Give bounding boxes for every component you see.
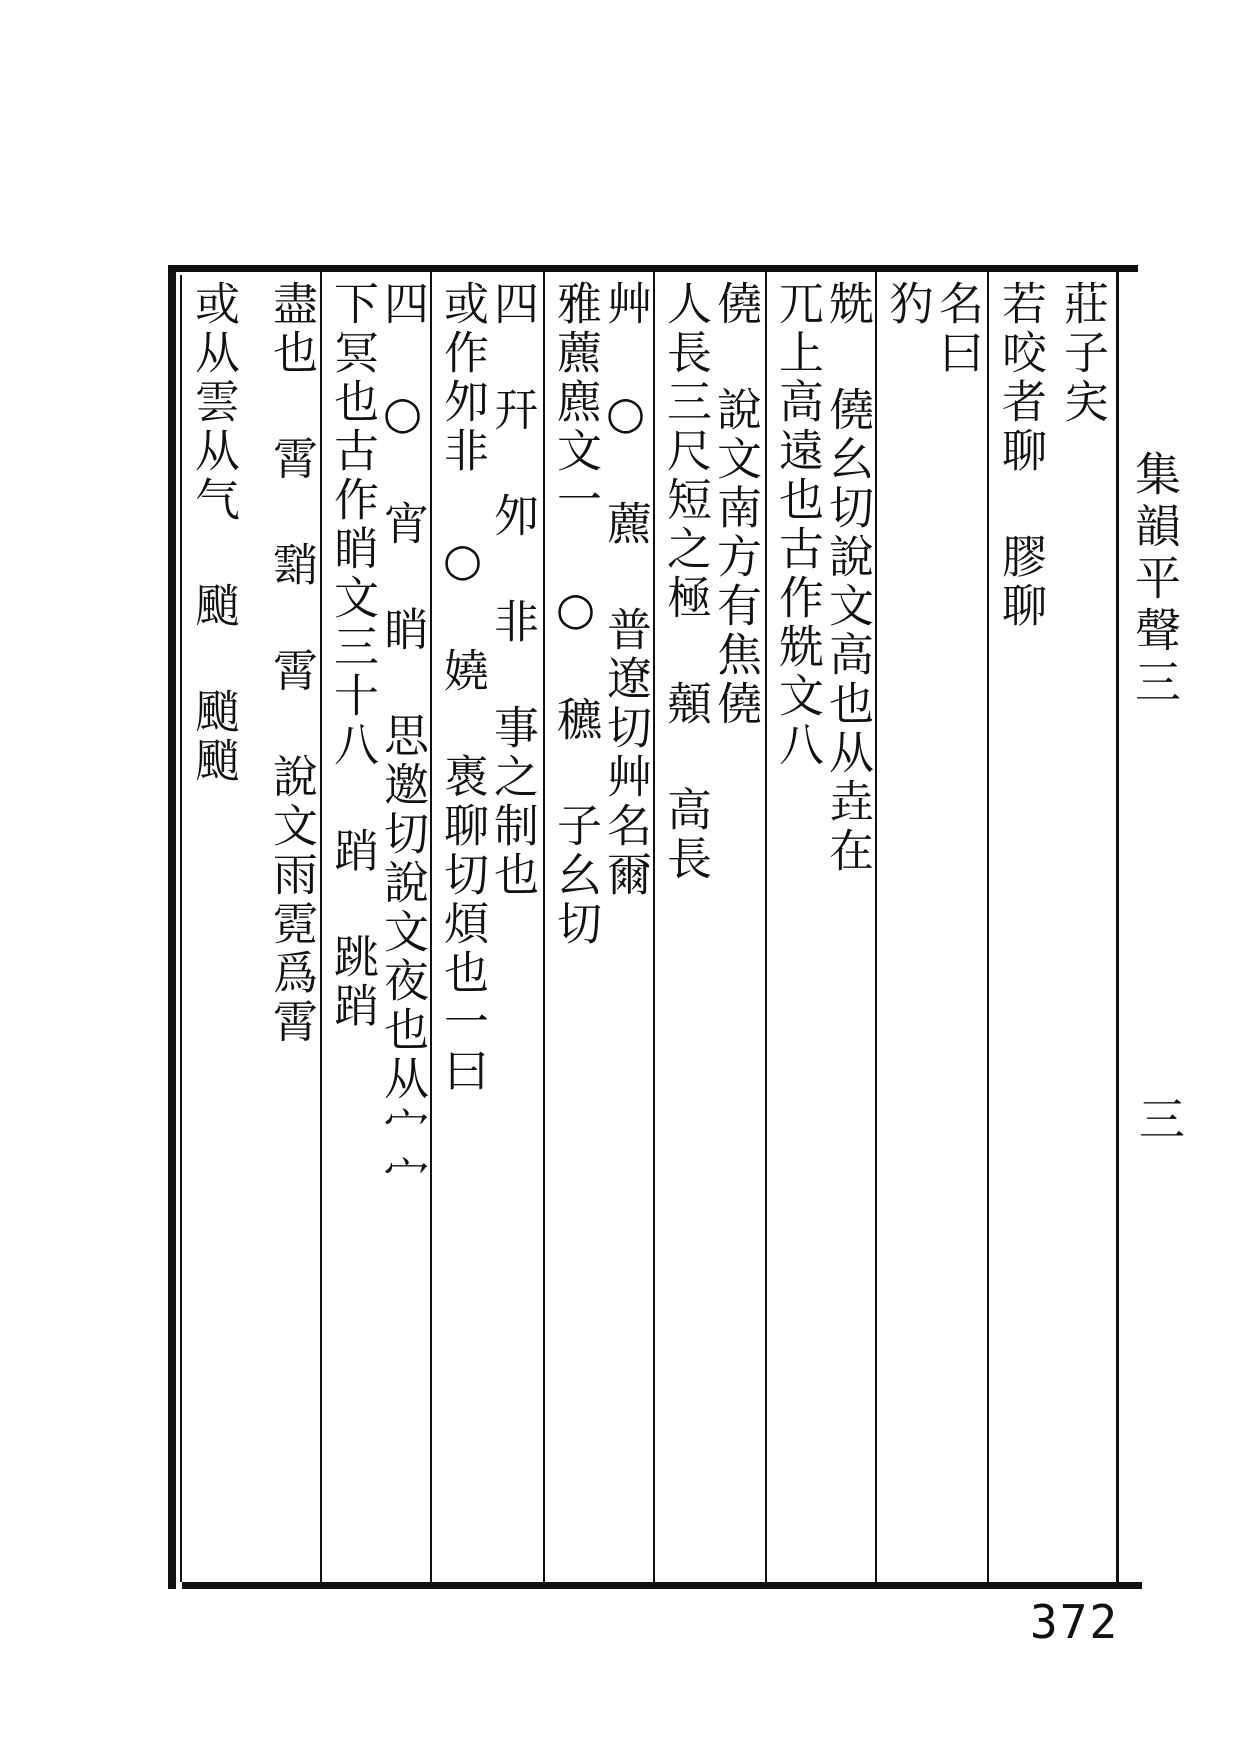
text-column-4 — [660, 280, 760, 1575]
column-rule — [543, 272, 545, 1582]
column-line: 兟 僥幺切說文高也从垚在 — [821, 280, 874, 876]
column-line: 僥 說文南方有焦僥 — [709, 280, 762, 729]
column-line: 下冥也古作睄文三十八 踃 跳踃 — [326, 280, 379, 1031]
column-line: 或作夘非 ○ 嬈 褭聊切煩也一曰 — [436, 280, 489, 1096]
text-column-5 — [550, 280, 650, 1575]
column-rule — [987, 272, 989, 1582]
column-line: 莊子宎 — [1056, 280, 1109, 427]
column-line: 兀上高遠也古作兟文八 — [771, 280, 824, 770]
column-rule — [320, 272, 322, 1582]
frame-left-rule — [168, 265, 176, 1589]
column-rule — [430, 272, 432, 1582]
frame-left-inner-rule — [180, 275, 182, 1582]
column-line: 四 ○ 宵 睄 思邀切說文夜也从宀宀 — [376, 280, 429, 1202]
text-column-7 — [327, 280, 427, 1575]
text-column-8 — [188, 280, 316, 1575]
column-line: 犳 — [881, 280, 934, 329]
page-number: 372 — [1030, 1595, 1120, 1649]
margin-book-title: 集韻平聲三 — [1128, 450, 1182, 710]
text-column-1 — [995, 280, 1107, 1575]
column-line: 若咬者聊 膠聊 — [994, 280, 1047, 631]
column-rule — [653, 272, 655, 1582]
column-line: 艸 ○ 藨 普遼切艸名爾 — [599, 280, 652, 900]
text-column-3 — [772, 280, 872, 1575]
text-column-2 — [882, 280, 982, 1575]
margin-label: 三 — [1132, 1095, 1186, 1141]
column-line: 人長三尺短之極 顤 高長 — [659, 280, 712, 884]
column-line: 名曰 — [931, 280, 984, 378]
text-column-6 — [437, 280, 537, 1575]
frame-top-rule — [168, 265, 1138, 272]
column-rule — [765, 272, 767, 1582]
column-rule — [875, 272, 877, 1582]
column-line: 雅藨麃文一 ○ 穮 子幺切 — [549, 280, 602, 949]
frame-right-rule — [1116, 265, 1119, 1589]
column-line: 盡也 霄 䨭 霄 說文雨霓爲霄 — [265, 280, 318, 1047]
frame-bottom-rule — [182, 1582, 1142, 1589]
column-line: 或从雲从气 颵 颵颵 — [187, 280, 240, 786]
column-line: 四 幵 夘 非 事之制也 — [486, 280, 539, 900]
